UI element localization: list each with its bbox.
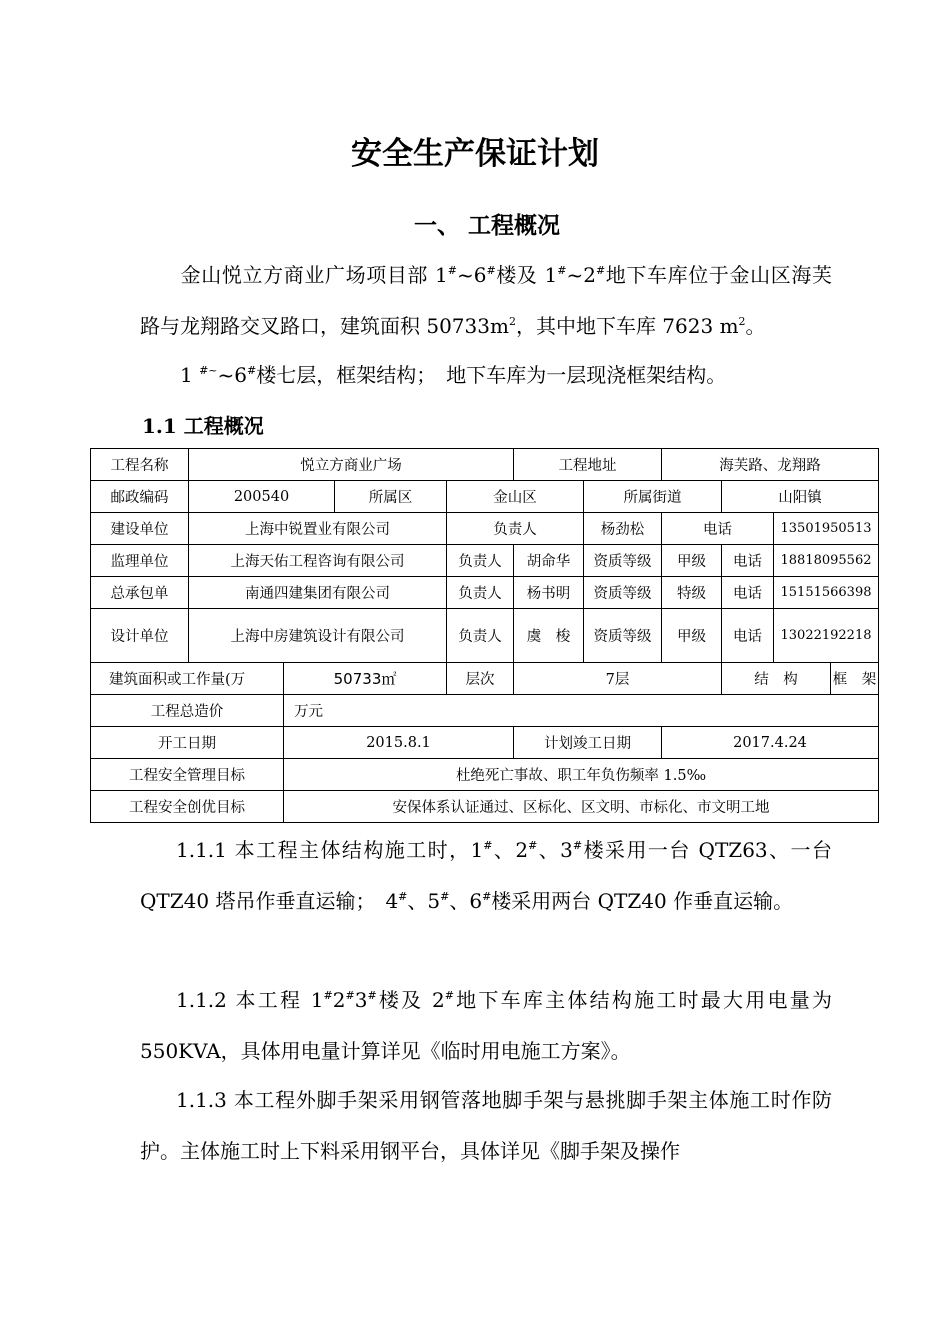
table-cell: 所属区 bbox=[335, 481, 447, 513]
table-cell: 南通四建集团有限公司 bbox=[189, 577, 447, 609]
table-cell: 杨书明 bbox=[514, 577, 584, 609]
table-row bbox=[91, 727, 879, 759]
table-cell: 甲级 bbox=[662, 609, 722, 663]
table-cell: 电话 bbox=[722, 577, 774, 609]
table-cell: 7层 bbox=[514, 663, 722, 695]
table-cell: 虞 梭 bbox=[514, 609, 584, 663]
intro-paragraph-2: 1 #~~6#楼七层，框架结构； 地下车库为一层现浇框架结构。 bbox=[180, 363, 727, 387]
project-info-table bbox=[90, 448, 879, 823]
table-cell: 悦立方商业广场 bbox=[189, 449, 514, 481]
table-cell: 资质等级 bbox=[584, 609, 662, 663]
table-cell: 层次 bbox=[447, 663, 514, 695]
table-row bbox=[91, 545, 879, 577]
table-cell: 上海中锐置业有限公司 bbox=[189, 513, 447, 545]
table-cell: 负责人 bbox=[447, 545, 514, 577]
table-cell: 电话 bbox=[722, 609, 774, 663]
table-row bbox=[91, 695, 879, 727]
table-cell: 15151566398 bbox=[774, 577, 879, 609]
table-cell: 工程安全管理目标 bbox=[91, 759, 284, 791]
section-heading-overview: 一、 工程概况 bbox=[413, 212, 560, 239]
table-cell: 海芙路、龙翔路 bbox=[662, 449, 879, 481]
table-row bbox=[91, 449, 879, 481]
table-cell: 200540 bbox=[189, 481, 335, 513]
table-cell: 监理单位 bbox=[91, 545, 189, 577]
table-row bbox=[91, 481, 879, 513]
table-cell: 特级 bbox=[662, 577, 722, 609]
table-cell: 上海天佑工程咨询有限公司 bbox=[189, 545, 447, 577]
table-cell: 计划竣工日期 bbox=[514, 727, 662, 759]
table-row bbox=[91, 759, 879, 791]
table-cell: 资质等级 bbox=[584, 577, 662, 609]
table-cell: 金山区 bbox=[447, 481, 584, 513]
table-cell: 总承包单 bbox=[91, 577, 189, 609]
table-row bbox=[91, 663, 879, 695]
table-cell: 电话 bbox=[722, 545, 774, 577]
table-cell: 负责人 bbox=[447, 609, 514, 663]
table-cell: 工程名称 bbox=[91, 449, 189, 481]
table-cell: 万元 bbox=[284, 695, 879, 727]
table-cell: 结 构 bbox=[722, 663, 831, 695]
table-cell: 甲级 bbox=[662, 545, 722, 577]
table-cell: 开工日期 bbox=[91, 727, 284, 759]
page-title: 安全生产保证计划 bbox=[351, 136, 599, 172]
table-cell: 建筑面积或工作量(万 bbox=[91, 663, 284, 695]
table-cell: 18818095562 bbox=[774, 545, 879, 577]
item-1-1-2: 1.1.2 本工程 1#2#3#楼及 2#地下车库主体结构施工时最大用电量为 550KVA，具体用电量计算详见《临时用电施工方案》。 bbox=[140, 988, 832, 1063]
intro-paragraph-1: 金山悦立方商业广场项目部 1#~6#楼及 1#~2#地下车库位于金山区海芙路与龙翔路交叉路口，建筑面积 $50733m^2$，其中地下车库 7623 $m^2$。 bbox=[140, 263, 832, 338]
table-cell: 邮政编码 bbox=[91, 481, 189, 513]
table-cell: 50733㎡ bbox=[284, 663, 447, 695]
table-row bbox=[91, 791, 879, 823]
table-cell: 资质等级 bbox=[584, 545, 662, 577]
table-cell: 设计单位 bbox=[91, 609, 189, 663]
table-cell: 13022192218 bbox=[774, 609, 879, 663]
table-cell: 工程地址 bbox=[514, 449, 662, 481]
table-cell: 电话 bbox=[662, 513, 774, 545]
table-row bbox=[91, 577, 879, 609]
table-row bbox=[91, 513, 879, 545]
table-cell: 上海中房建筑设计有限公司 bbox=[189, 609, 447, 663]
table-cell: 杨劲松 bbox=[584, 513, 662, 545]
table-cell: 负责人 bbox=[447, 577, 514, 609]
item-1-1-1: 1.1.1 本工程主体结构施工时，1#、2#、3#楼采用一台 QTZ63、一台 QTZ40 塔吊作垂直运输； 4#、5#、6#楼采用两台 QTZ40 作垂直运输。 bbox=[140, 838, 832, 913]
table-cell: 13501950513 bbox=[774, 513, 879, 545]
table-cell: 工程安全创优目标 bbox=[91, 791, 284, 823]
table-cell: 工程总造价 bbox=[91, 695, 284, 727]
subsection-heading-1-1: 1.1 工程概况 bbox=[142, 414, 264, 438]
table-cell: 山阳镇 bbox=[722, 481, 879, 513]
table-cell: 2015.8.1 bbox=[284, 727, 514, 759]
table-cell: 框 架 bbox=[831, 663, 879, 695]
table-cell: 杜绝死亡事故、职工年负伤频率 1.5‰ bbox=[284, 759, 879, 791]
table-row bbox=[91, 609, 879, 663]
table-cell: 所属街道 bbox=[584, 481, 722, 513]
table-cell: 建设单位 bbox=[91, 513, 189, 545]
table-cell: 安保体系认证通过、区标化、区文明、市标化、市文明工地 bbox=[284, 791, 879, 823]
table-cell: 2017.4.24 bbox=[662, 727, 879, 759]
table-cell: 胡命华 bbox=[514, 545, 584, 577]
item-1-1-3: 1.1.3 本工程外脚手架采用钢管落地脚手架与悬挑脚手架主体施工时作防护。主体施工时上下料采用钢平台，具体详见《脚手架及操作 bbox=[140, 1088, 832, 1163]
table-cell: 负责人 bbox=[447, 513, 584, 545]
